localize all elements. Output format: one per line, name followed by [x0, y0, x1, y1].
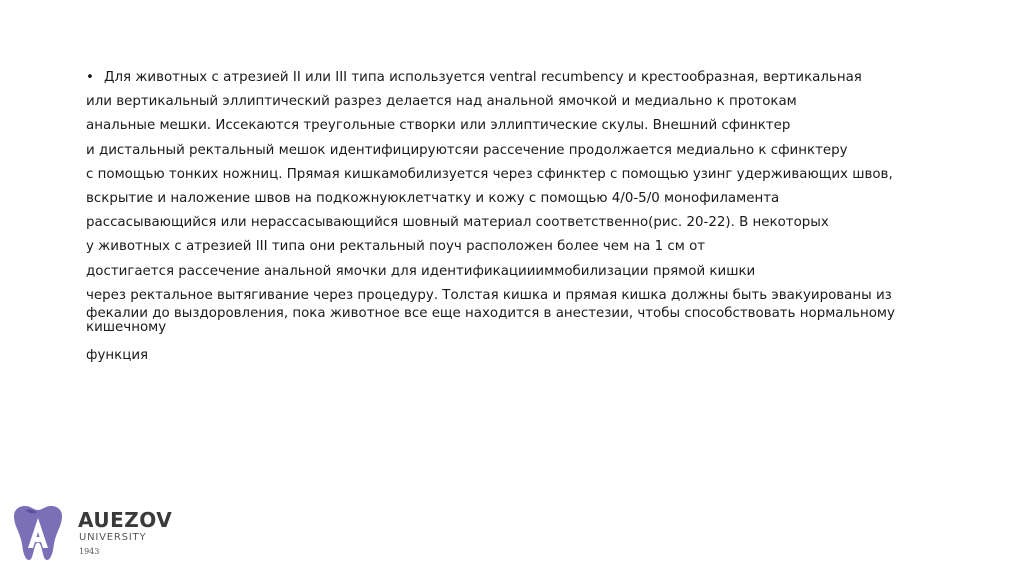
- logo-subtitle: UNIVERSITY: [79, 532, 147, 543]
- text-line-10: через ректальное вытягивание через процедуру. Толстая кишка и прямая кишка должны быть эвакуированы из: [86, 287, 892, 303]
- text-line-1: • Для животных с атрезией II или III типа используется ventral recumbency и крестообразная, вертикальная: [86, 66, 986, 90]
- logo-name: AUEZOV: [78, 508, 173, 532]
- bullet-marker: •: [86, 70, 94, 85]
- text-line-5: с помощью тонких ножниц. Прямая кишкамобилизуется через сфинктер с помощью узинг удерживающих швов,: [86, 166, 893, 182]
- text-line-11: фекалии до выздоровления, пока животное все еще находится в анестезии, чтобы способствовать нормальному: [86, 305, 895, 321]
- tooth-logo-icon: [8, 502, 68, 562]
- text-line-13: функция: [86, 347, 149, 363]
- text-line-7: рассасывающийся или нерассасывающийся шовный материал соответственно(рис. 20-22). В некоторых: [86, 215, 829, 231]
- text-line-6: вскрытие и наложение швов на подкожнуюклетчатку и кожу с помощью 4/0-5/0 монофиламента: [86, 190, 780, 206]
- text-line-3: анальные мешки. Иссекаются треугольные створки или эллиптические скулы. Внешний сфинктер: [86, 118, 791, 134]
- text-line-9: достигается рассечение анальной ямочки для идентификациииммобилизации прямой кишки: [86, 263, 756, 279]
- text-line-12: кишечному: [86, 319, 167, 335]
- text-line-4: и дистальный ректальный мешок идентифицируютсяи рассечение продолжается медиально к сфинктеру: [86, 142, 848, 158]
- logo-year: 1943: [79, 547, 100, 556]
- university-logo: [8, 500, 198, 564]
- text-line-8: у животных с атрезией III типа они ректальный поуч расположен более чем на 1 см от: [86, 239, 706, 255]
- text-line-2: или вертикальный эллиптический разрез делается над анальной ямочкой и медиально к протокам: [86, 94, 797, 110]
- slide-body: [86, 66, 986, 368]
